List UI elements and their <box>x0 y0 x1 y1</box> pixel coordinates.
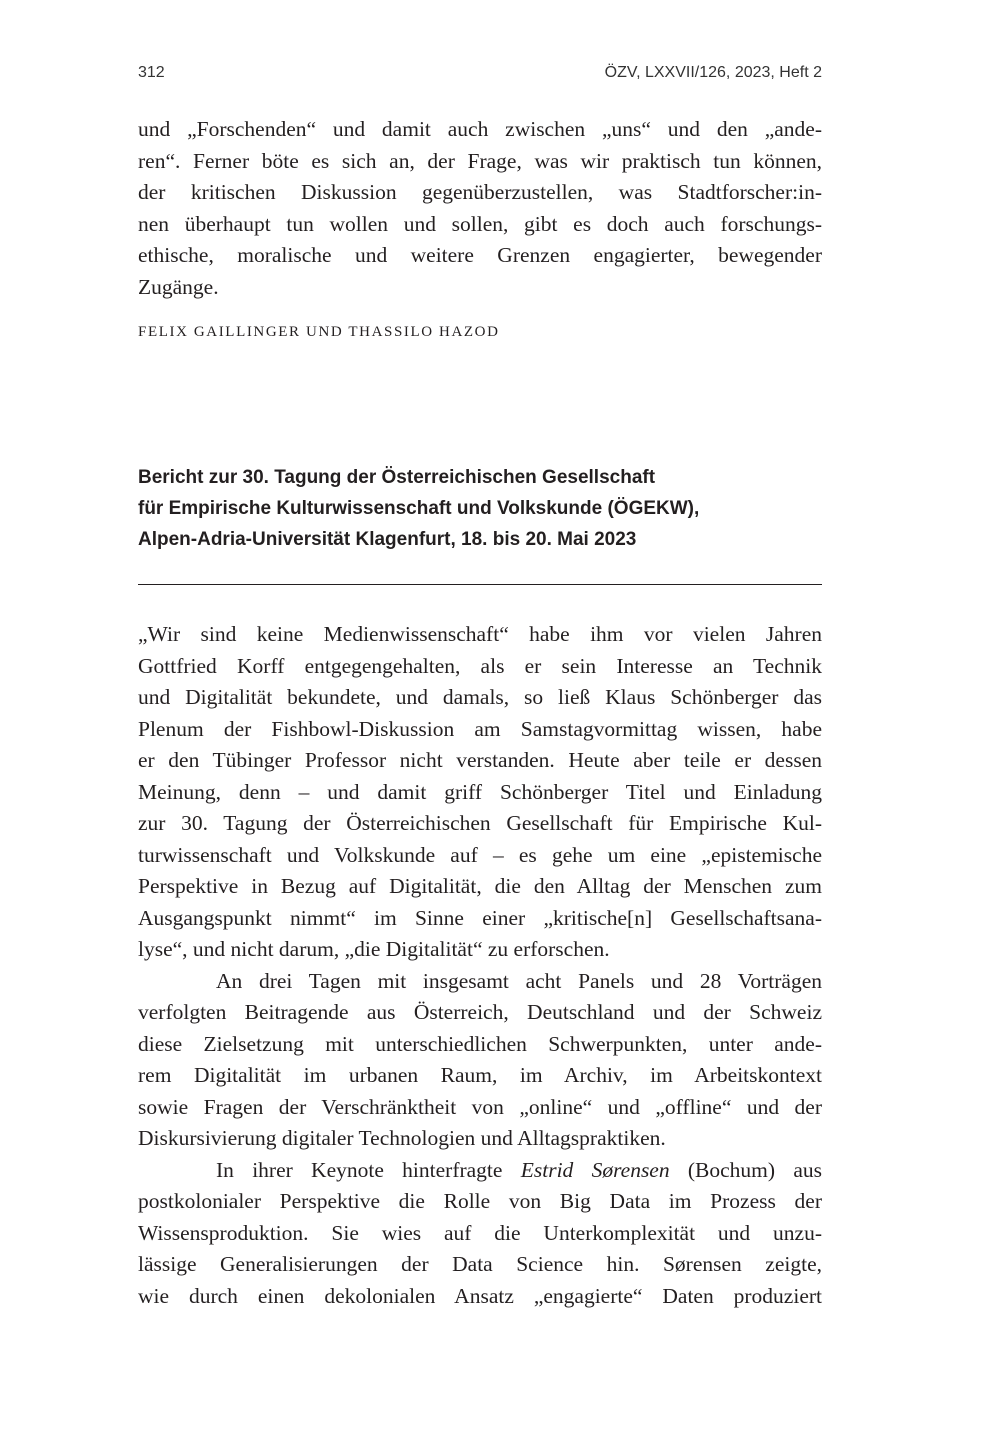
text-line: nen überhaupt tun wollen und sollen, gibt es doch auch forschungs- <box>138 211 822 236</box>
report-title <box>138 462 699 555</box>
text-line: der kritischen Diskussion gegenüberzustellen, was Stadtforscher:in- <box>138 180 822 204</box>
text-line: Gottfried Korff entgegengehalten, als er sein Interesse an Technik <box>138 653 822 678</box>
text-line: und „Forschenden“ und damit auch zwischen „uns“ und den „ande- <box>138 117 822 141</box>
report-body <box>138 619 822 1312</box>
text-line: lässige Generalisierungen der Data Science hin. Sørensen zeigte, <box>138 1252 822 1276</box>
title-line: für Empirische Kulturwissenschaft und Volkskunde (ÖGEKW), <box>138 498 700 519</box>
text-line: „Wir sind keine Medienwissenschaft“ habe ihm vor vielen Jahren <box>138 622 822 646</box>
text-span: (Bochum) aus <box>669 1157 823 1182</box>
text-line: Wissensproduktion. Sie wies auf die Unterkomplexität und unzu- <box>138 1220 822 1245</box>
paragraph-1 <box>138 619 822 966</box>
previous-article-authors: FELIX GAILLINGER UND THASSILO HAZOD <box>138 324 500 340</box>
text-line: Ausgangspunkt nimmt“ im Sinne einer „kritische[n] Gesellschaftsana- <box>138 905 822 930</box>
text-line: sowie Fragen der Verschränktheit von „online“ und „offline“ und der <box>138 1094 822 1119</box>
text-line: Diskursivierung digitaler Technologien und Alltagspraktiken. <box>138 1126 666 1150</box>
text-line: und Digitalität bekundete, und damals, so ließ Klaus Schönberger das <box>138 685 822 709</box>
text-line: Plenum der Fishbowl-Diskussion am Samstagvormittag wissen, habe <box>138 716 822 741</box>
page-number: 312 <box>138 64 165 81</box>
text-line: postkolonialer Perspektive die Rolle von Big Data im Prozess der <box>138 1189 822 1213</box>
text-line: Meinung, denn – und damit griff Schönberger Titel und Einladung <box>138 779 822 804</box>
title-line: Alpen-Adria-Universität Klagenfurt, 18. bis 20. Mai 2023 <box>138 529 637 550</box>
text-line: wie durch einen dekolonialen Ansatz „engagierte“ Daten produziert <box>138 1283 822 1308</box>
previous-article-ending <box>138 114 822 303</box>
text-line: zur 30. Tagung der Österreichischen Gesellschaft für Empirische Kul- <box>138 811 822 835</box>
text-line: turwissenschaft und Volkskunde auf – es gehe um eine „epistemische <box>138 842 822 867</box>
text-line: lyse“, und nicht darum, „die Digitalität“ zu erforschen. <box>138 937 610 961</box>
text-line: ren“. Ferner böte es sich an, der Frage, was wir praktisch tun können, <box>138 148 822 173</box>
paragraph-2 <box>138 966 822 1155</box>
text-line: diese Zielsetzung mit unterschiedlichen Schwerpunkten, unter ande- <box>138 1031 822 1056</box>
text-line: ethische, moralische und weitere Grenzen engagierter, bewegender <box>138 243 822 267</box>
text-line: Perspektive in Bezug auf Digitalität, die den Alltag der Menschen zum <box>138 874 822 898</box>
text-line <box>138 1155 822 1187</box>
text-line: er den Tübinger Professor nicht verstanden. Heute aber teile er dessen <box>138 748 822 772</box>
text-line: rem Digitalität im urbanen Raum, im Archiv, im Arbeitskontext <box>138 1063 822 1087</box>
paragraph-3 <box>138 1155 822 1313</box>
person-name: Estrid Sørensen <box>520 1157 670 1182</box>
text-line: Zugänge. <box>138 274 219 299</box>
text-line: verfolgten Beitragende aus Österreich, Deutschland und der Schweiz <box>138 1000 822 1024</box>
title-divider <box>138 584 822 585</box>
text-line: An drei Tagen mit insgesamt acht Panels und 28 Vorträgen <box>216 968 822 993</box>
journal-reference: ÖZV, LXXVII/126, 2023, Heft 2 <box>604 64 822 81</box>
text-span: In ihrer Keynote hinterfragte <box>216 1157 521 1182</box>
title-line: Bericht zur 30. Tagung der Österreichischen Gesellschaft <box>138 467 656 488</box>
